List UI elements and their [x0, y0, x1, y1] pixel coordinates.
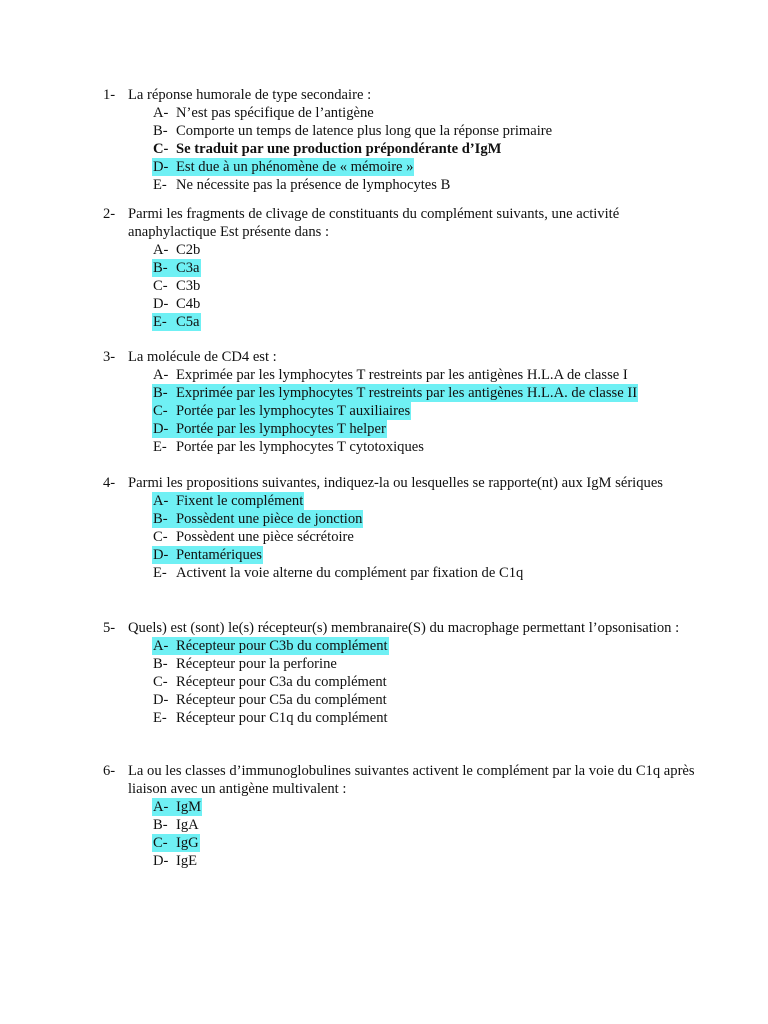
question-header	[103, 762, 703, 798]
answer-option	[152, 564, 524, 582]
option-d	[152, 852, 703, 870]
highlighted-answer	[152, 259, 201, 277]
option-e	[152, 709, 703, 727]
question-text: Quels) est (sont) le(s) récepteur(s) membranaire(S) du macrophage permettant l’opsonisation :	[128, 620, 680, 636]
option-letter: A-	[153, 367, 169, 383]
answer-option	[152, 122, 553, 140]
option-d	[152, 158, 703, 176]
highlighted-answer	[152, 834, 200, 852]
option-c	[152, 140, 703, 158]
option-letter: B-	[153, 511, 168, 527]
option-letter: B-	[153, 656, 168, 672]
option-letter: A-	[153, 493, 169, 509]
option-list	[103, 104, 703, 194]
answer-option	[152, 816, 200, 834]
option-letter: B-	[153, 385, 168, 401]
option-text: Ne nécessite pas la présence de lymphocytes B	[176, 177, 451, 193]
question-text: La molécule de CD4 est :	[128, 349, 277, 365]
option-list	[103, 241, 703, 331]
question-5	[103, 619, 703, 727]
option-text: Récepteur pour C5a du complément	[176, 692, 387, 708]
option-text: Portée par les lymphocytes T cytotoxiques	[176, 439, 424, 455]
option-e	[152, 176, 703, 194]
option-letter: E-	[153, 565, 167, 581]
option-c	[152, 277, 703, 295]
option-a	[152, 241, 703, 259]
option-text: Portée par les lymphocytes T auxiliaires	[176, 403, 411, 419]
highlighted-answer	[152, 798, 202, 816]
option-letter: E-	[153, 177, 167, 193]
option-letter: A-	[153, 638, 169, 654]
answer-option	[152, 140, 502, 158]
question-number: 4-	[103, 475, 116, 491]
option-a	[152, 492, 703, 510]
answer-option	[152, 655, 338, 673]
answer-option	[152, 709, 389, 727]
answer-option	[152, 241, 201, 259]
highlighted-answer	[152, 492, 304, 510]
option-b	[152, 510, 703, 528]
option-b	[152, 259, 703, 277]
option-b	[152, 655, 703, 673]
highlighted-answer	[152, 313, 201, 331]
option-letter: A-	[153, 105, 169, 121]
question-6	[103, 762, 703, 870]
option-b	[152, 816, 703, 834]
question-4	[103, 474, 703, 582]
question-number: 2-	[103, 206, 116, 222]
option-a	[152, 798, 703, 816]
option-letter: D-	[153, 296, 169, 312]
option-d	[152, 420, 703, 438]
option-letter: C-	[153, 403, 168, 419]
option-c	[152, 528, 703, 546]
option-text: Exprimée par les lymphocytes T restreints par les antigènes H.L.A de classe I	[176, 367, 628, 383]
option-text: C3b	[176, 278, 201, 294]
option-text: N’est pas spécifique de l’antigène	[176, 105, 374, 121]
answer-option	[152, 528, 355, 546]
option-list	[103, 637, 703, 727]
question-header	[103, 205, 703, 241]
answer-option	[152, 176, 451, 194]
question-1	[103, 86, 703, 194]
highlighted-answer	[152, 158, 414, 176]
option-text: Possèdent une pièce sécrétoire	[176, 529, 354, 545]
option-text: Récepteur pour la perforine	[176, 656, 337, 672]
option-letter: D-	[153, 547, 169, 563]
option-list	[103, 366, 703, 456]
option-d	[152, 546, 703, 564]
option-text: Comporte un temps de latence plus long que la réponse primaire	[176, 123, 553, 139]
option-text: IgE	[176, 853, 198, 869]
option-text: C4b	[176, 296, 201, 312]
highlighted-answer	[152, 384, 638, 402]
option-letter: B-	[153, 817, 168, 833]
answer-option	[152, 366, 629, 384]
answer-option	[152, 852, 198, 870]
option-c	[152, 402, 703, 420]
highlighted-answer	[152, 510, 363, 528]
option-text: C2b	[176, 242, 201, 258]
option-letter: D-	[153, 159, 169, 175]
option-letter: E-	[153, 314, 167, 330]
option-text: Activent la voie alterne du complément par fixation de C1q	[176, 565, 524, 581]
question-header	[103, 348, 703, 366]
question-2	[103, 205, 703, 331]
option-d	[152, 295, 703, 313]
option-text: Exprimée par les lymphocytes T restreints par les antigènes H.L.A. de classe II	[176, 385, 638, 401]
highlighted-answer	[152, 402, 411, 420]
option-letter: C-	[153, 278, 168, 294]
option-letter: D-	[153, 853, 169, 869]
question-text: Parmi les propositions suivantes, indiquez-la ou lesquelles se rapporte(nt) aux IgM sériques	[128, 475, 663, 491]
option-letter: C-	[153, 835, 168, 851]
question-number: 3-	[103, 349, 116, 365]
option-text: Se traduit par une production prépondérante d’IgM	[176, 141, 502, 157]
question-header	[103, 474, 703, 492]
option-text: C5a	[176, 314, 200, 330]
question-header	[103, 619, 703, 637]
question-text: La ou les classes d’immunoglobulines suivantes activent le complément par la voie du C1q après liaison avec un antigène multivalent :	[128, 763, 695, 797]
option-b	[152, 122, 703, 140]
option-letter: D-	[153, 421, 169, 437]
option-text: Est due à un phénomène de « mémoire »	[176, 159, 414, 175]
option-letter: D-	[153, 692, 169, 708]
option-a	[152, 637, 703, 655]
question-number: 6-	[103, 763, 116, 779]
highlighted-answer	[152, 637, 389, 655]
answer-option	[152, 277, 201, 295]
option-list	[103, 798, 703, 870]
option-text: Récepteur pour C3a du complément	[176, 674, 387, 690]
option-c	[152, 834, 703, 852]
question-number: 1-	[103, 87, 116, 103]
option-a	[152, 104, 703, 122]
option-letter: B-	[153, 260, 168, 276]
answer-option	[152, 673, 388, 691]
answer-option	[152, 104, 375, 122]
option-letter: A-	[153, 799, 169, 815]
option-text: Récepteur pour C1q du complément	[176, 710, 388, 726]
highlighted-answer	[152, 546, 263, 564]
option-letter: B-	[153, 123, 168, 139]
option-letter: C-	[153, 529, 168, 545]
option-a	[152, 366, 703, 384]
option-letter: A-	[153, 242, 169, 258]
answer-option	[152, 438, 425, 456]
question-header	[103, 86, 703, 104]
option-b	[152, 384, 703, 402]
option-text: C3a	[176, 260, 200, 276]
option-letter: E-	[153, 439, 167, 455]
option-text: IgG	[176, 835, 199, 851]
highlighted-answer	[152, 420, 387, 438]
option-list	[103, 492, 703, 582]
question-text: Parmi les fragments de clivage de constituants du complément suivants, une activité anaphylactique Est présente dans :	[128, 206, 620, 240]
answer-option	[152, 295, 201, 313]
option-d	[152, 691, 703, 709]
option-text: Pentamériques	[176, 547, 262, 563]
option-e	[152, 564, 703, 582]
question-number: 5-	[103, 620, 116, 636]
option-c	[152, 673, 703, 691]
option-text: Récepteur pour C3b du complément	[176, 638, 388, 654]
option-letter: C-	[153, 141, 169, 157]
option-text: IgA	[176, 817, 199, 833]
question-text: La réponse humorale de type secondaire :	[128, 87, 372, 103]
option-letter: C-	[153, 674, 168, 690]
question-3	[103, 348, 703, 456]
answer-option	[152, 691, 388, 709]
option-letter: E-	[153, 710, 167, 726]
option-text: Fixent le complément	[176, 493, 304, 509]
option-text: IgM	[176, 799, 202, 815]
option-text: Portée par les lymphocytes T helper	[176, 421, 386, 437]
option-e	[152, 438, 703, 456]
option-e	[152, 313, 703, 331]
option-text: Possèdent une pièce de jonction	[176, 511, 363, 527]
